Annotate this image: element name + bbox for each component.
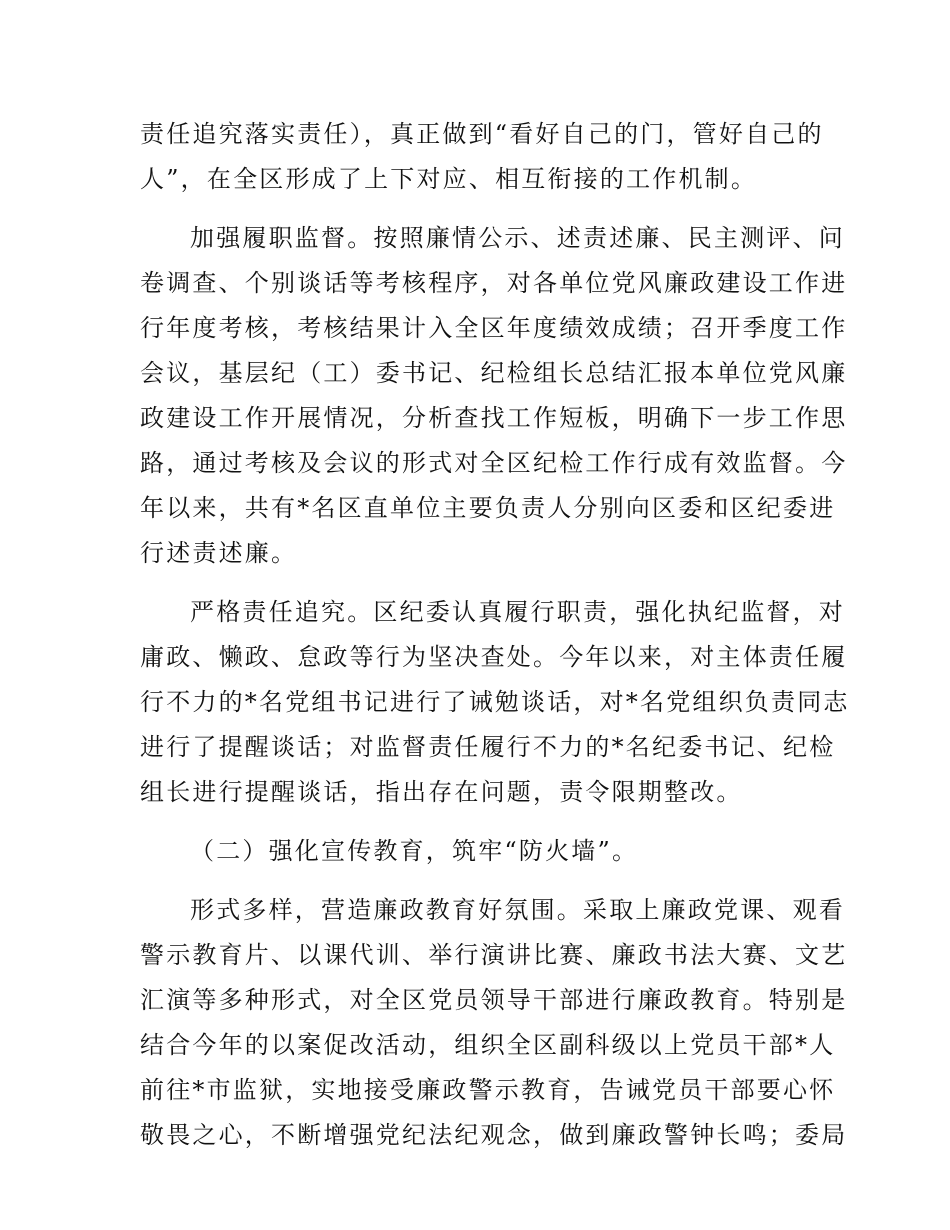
text-line: 形式多样，营造廉政教育好氛围。采取上廉政党课、观看 <box>190 896 845 924</box>
text-line: 敬畏之心，不断增强党纪法纪观念，做到廉政警钟长鸣；委局 <box>140 1121 848 1149</box>
text-line: 警示教育片、以课代训、举行演讲比赛、廉政书法大赛、文艺 <box>140 941 848 969</box>
section-heading-text: （二）强化宣传教育，筑牢“防火墙”。 <box>190 837 639 865</box>
text-line: 政建设工作开展情况，分析查找工作短板，明确下一步工作思 <box>140 404 848 432</box>
text-line: 年以来，共有*名区直单位主要负责人分别向区委和区纪委进 <box>140 494 836 522</box>
document-body <box>140 112 850 1158</box>
text-line: 庸政、懒政、怠政等行为坚决查处。今年以来，对主体责任履 <box>140 643 848 671</box>
text-line: 责任追究落实责任），真正做到“看好自己的门，管好自己的 <box>140 120 824 148</box>
paragraph-p3 <box>140 590 850 815</box>
text-line: 行述责述廉。 <box>140 539 298 567</box>
text-line: 会议，基层纪（工）委书记、纪检组长总结汇报本单位党风廉 <box>140 359 848 387</box>
text-line: 结合今年的以案促改活动，组织全区副科级以上党员干部*人 <box>140 1031 836 1059</box>
text-line: 行年度考核，考核结果计入全区年度绩效成绩；召开季度工作 <box>140 314 848 342</box>
section-heading <box>140 829 812 874</box>
text-line: 卷调查、个别谈话等考核程序，对各单位党风廉政建设工作进 <box>140 269 848 297</box>
text-line: 严格责任追究。区纪委认真履行职责，强化执纪监督，对 <box>190 598 845 626</box>
text-line: 汇演等多种形式，对全区党员领导干部进行廉政教育。特别是 <box>140 986 848 1014</box>
text-line: 进行了提醒谈话；对监督责任履行不力的*名纪委书记、纪检 <box>140 733 836 761</box>
paragraph-p2 <box>140 216 848 576</box>
text-line: 人”，在全区形成了上下对应、相互衔接的工作机制。 <box>140 165 758 193</box>
text-line: 前往*市监狱，实地接受廉政警示教育，告诫党员干部要心怀 <box>140 1076 836 1104</box>
paragraph-p1 <box>140 112 824 202</box>
text-line: 行不力的*名党组书记进行了诫勉谈话，对*名党组织负责同志 <box>140 688 850 716</box>
paragraph-p4 <box>140 888 848 1158</box>
text-line: 加强履职监督。按照廉情公示、述责述廉、民主测评、问 <box>190 224 845 252</box>
text-line: 组长进行提醒谈话，指出存在问题，责令限期整改。 <box>140 778 743 806</box>
text-line: 路，通过考核及会议的形式对全区纪检工作行成有效监督。今 <box>140 449 848 477</box>
